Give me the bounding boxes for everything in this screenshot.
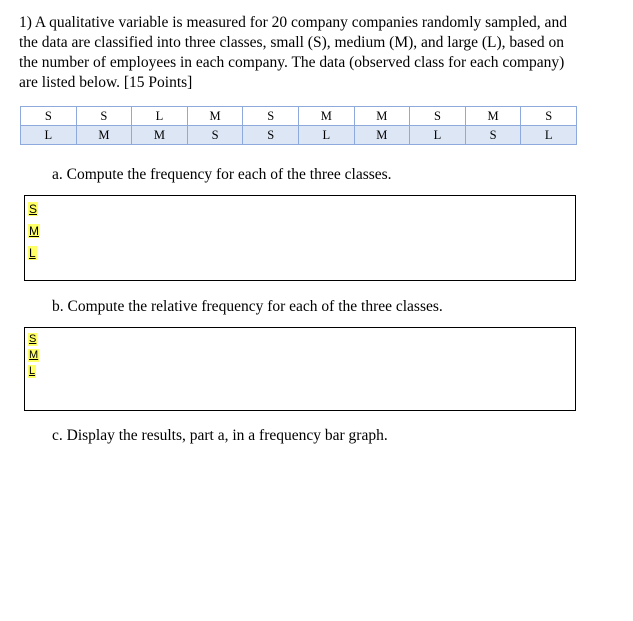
table-cell: L xyxy=(521,126,577,145)
part-b-prompt: b. Compute the relative frequency for each of the three classes. xyxy=(52,298,443,315)
table-cell: S xyxy=(410,107,466,126)
table-cell: L xyxy=(410,126,466,145)
class-label-m: M xyxy=(29,349,39,361)
part-b-answer-box[interactable] xyxy=(24,327,576,411)
table-cell: M xyxy=(354,107,410,126)
table-row xyxy=(21,107,577,126)
table-cell: S xyxy=(21,107,77,126)
table-row xyxy=(21,126,577,145)
class-label-l: L xyxy=(29,246,36,260)
table-cell: L xyxy=(298,126,354,145)
table-cell: S xyxy=(187,126,243,145)
class-label-s: S xyxy=(29,202,38,216)
part-c-prompt: c. Display the results, part a, in a frequency bar graph. xyxy=(52,427,388,444)
table-cell: L xyxy=(21,126,77,145)
table-cell: S xyxy=(521,107,577,126)
question-text: 1) A qualitative variable is measured for 20 company companies randomly sampled, and the data are classified into three classes, small (S), medium (M), and large (L), based on the number of employees in each company. The data (observed class for each company) are listed below. [15 Points] xyxy=(19,14,567,91)
part-a-class-labels xyxy=(28,202,40,268)
table-cell: L xyxy=(132,107,188,126)
table-cell: S xyxy=(243,126,299,145)
table-cell: M xyxy=(76,126,132,145)
observations-table xyxy=(20,106,577,145)
class-label-s: S xyxy=(29,333,37,345)
table-cell: M xyxy=(465,107,521,126)
table-cell: S xyxy=(243,107,299,126)
table-cell: S xyxy=(465,126,521,145)
part-a-prompt: a. Compute the frequency for each of the three classes. xyxy=(52,166,392,183)
table-cell: M xyxy=(187,107,243,126)
table-cell: M xyxy=(354,126,410,145)
part-b-class-labels xyxy=(28,333,39,381)
class-label-l: L xyxy=(29,365,36,377)
class-label-m: M xyxy=(29,224,39,238)
table-cell: M xyxy=(132,126,188,145)
table-cell: M xyxy=(298,107,354,126)
table-cell: S xyxy=(76,107,132,126)
part-a-answer-box[interactable] xyxy=(24,195,576,281)
